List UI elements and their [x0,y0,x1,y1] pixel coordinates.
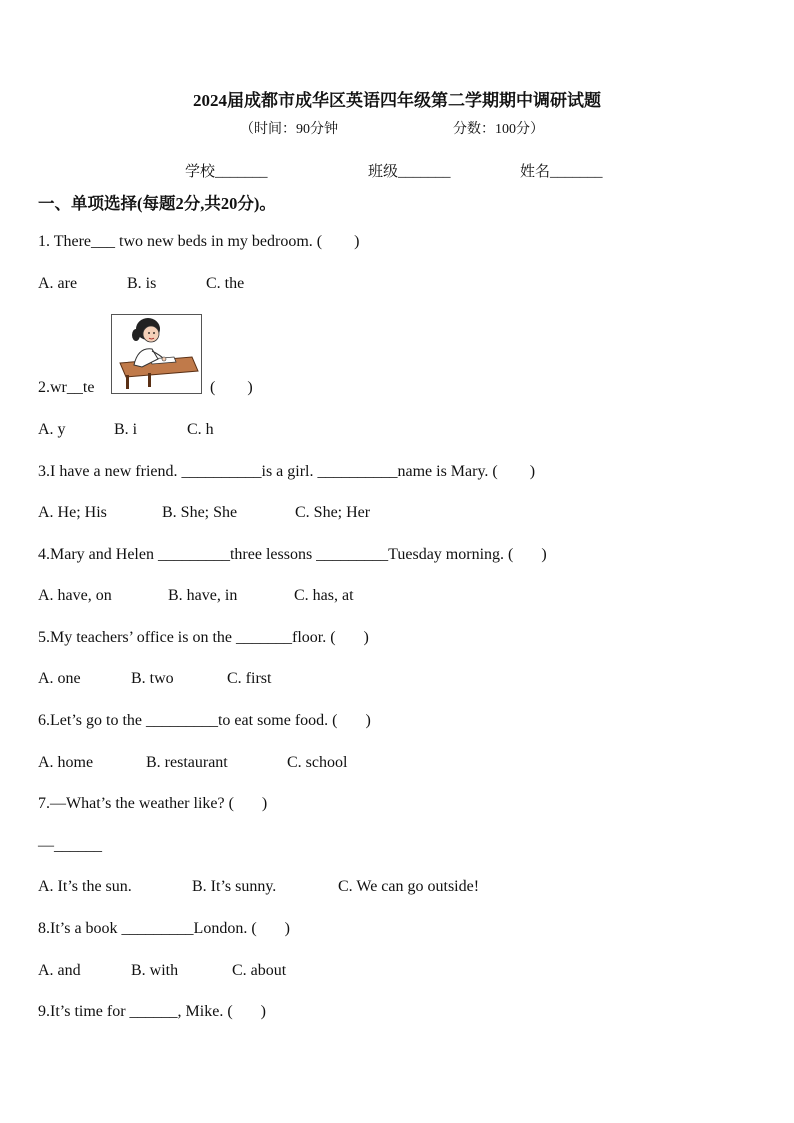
exam-time: （时间：90分钟 [240,122,338,137]
q4-option-c: C. has, at [294,587,354,604]
q8-option-a: A. and [38,962,81,979]
q1-option-a: A. are [38,275,78,292]
question-7-answer: —______ [38,837,102,854]
q3-option-a: A. He; His [38,504,107,521]
q6-option-a: A. home [38,754,94,771]
q6-option-c: C. school [287,754,348,771]
question-2: 2.wr__te [38,379,95,396]
question-6: 6.Let’s go to the _________to eat some food. ( ) [38,712,371,729]
q6-option-b: B. restaurant [146,754,228,771]
question-8: 8.It’s a book _________London. ( ) [38,920,290,937]
q7-option-c: C. We can go outside! [338,878,480,895]
q7-option-b: B. It’s sunny. [192,878,277,895]
question-5: 5.My teachers’ office is on the _______floor. ( ) [38,629,369,646]
girl-writing-image [111,314,202,394]
q2-option-a: A. y [38,421,66,438]
question-1: 1. There___ two new beds in my bedroom. ( ) [38,233,360,250]
school-field: 学校_______ [185,164,268,180]
q3-option-b: B. She; She [162,504,238,521]
q7-option-a: A. It’s the sun. [38,878,132,895]
q1-option-b: B. is [127,275,157,292]
q4-option-a: A. have, on [38,587,112,604]
q2-option-b: B. i [114,421,138,438]
class-field: 班级_______ [368,164,451,180]
q1-option-c: C. the [206,275,245,292]
question-7: 7.—What’s the weather like? ( ) [38,795,268,812]
q5-option-b: B. two [131,670,174,687]
q5-option-a: A. one [38,670,81,687]
q8-option-c: C. about [232,962,287,979]
question-9: 9.It’s time for ______, Mike. ( ) [38,1003,266,1020]
question-3: 3.I have a new friend. __________is a girl. __________name is Mary. ( ) [38,463,536,480]
q5-option-c: C. first [227,670,272,687]
question-2-paren: ( ) [210,379,253,396]
q2-option-c: C. h [187,421,214,438]
q4-option-b: B. have, in [168,587,238,604]
name-field: 姓名_______ [520,164,603,180]
section-heading: 一、单项选择(每题2分,共20分)。 [38,194,276,213]
exam-score: 分数：100分） [453,122,544,137]
q8-option-b: B. with [131,962,179,979]
page-title: 2024届成都市成华区英语四年级第二学期期中调研试题 [193,91,601,110]
question-4: 4.Mary and Helen _________three lessons _________Tuesday morning. ( ) [38,546,547,563]
q3-option-c: C. She; Her [295,504,371,521]
